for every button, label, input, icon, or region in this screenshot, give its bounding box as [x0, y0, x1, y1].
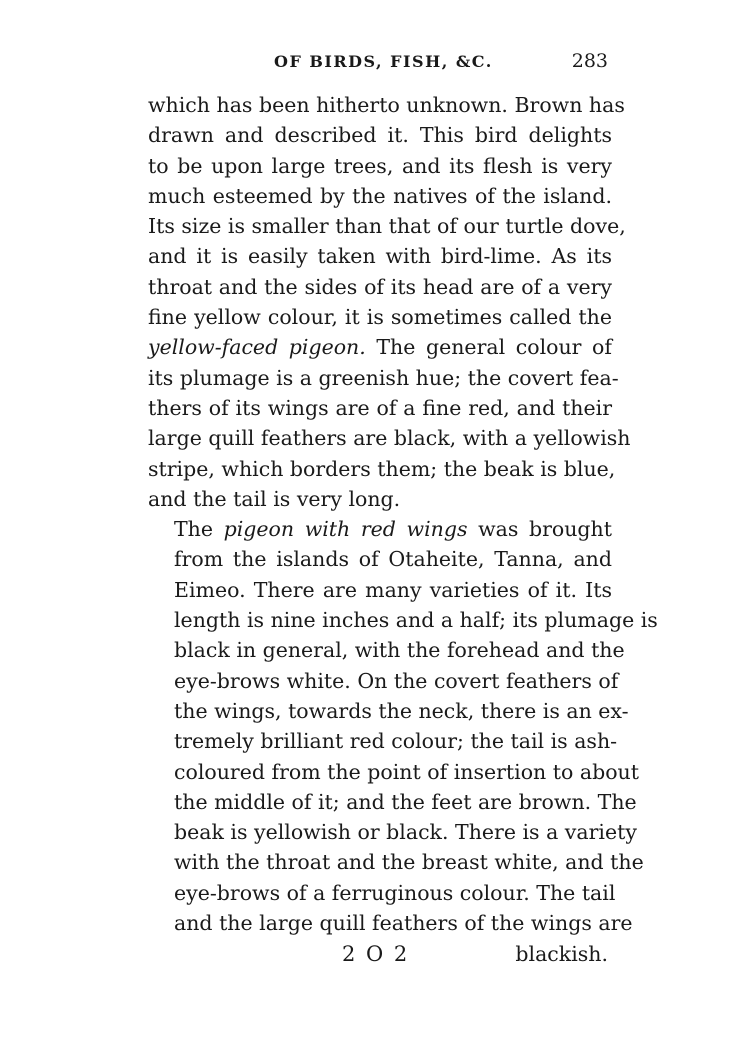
text-line [148, 90, 625, 120]
page-number: 283 [571, 50, 608, 72]
paragraph [148, 514, 658, 938]
text-line [148, 393, 612, 423]
text-run: and the large quill feathers of the wings are [174, 911, 633, 936]
text-run: drawn and described it. This bird delights [148, 123, 612, 148]
text-line [148, 787, 637, 817]
text-line [148, 272, 612, 302]
text-run: with the throat and the breast white, and the [174, 850, 644, 875]
text-run: eye-brows white. On the covert feathers of [174, 668, 619, 693]
body-text [148, 90, 658, 938]
text-run: The general colour of [365, 335, 612, 360]
text-line [148, 817, 637, 847]
text-run: was brought [467, 517, 612, 542]
text-run: which has been hitherto unknown. Brown has [148, 93, 625, 117]
text-run: large quill feathers are black, with a yellowish [148, 426, 631, 451]
text-run: from the islands of Otaheite, Tanna, and [174, 547, 612, 572]
text-line [148, 454, 616, 484]
text-run: Its size is smaller than that of our turtle dove, [148, 214, 626, 239]
text-run: thers of its wings are of a fine red, and their [148, 395, 612, 420]
catchword: blackish. [515, 942, 608, 966]
text-line [148, 726, 618, 756]
text-run: stripe, which borders them; the beak is blue, [148, 456, 616, 481]
text-line [148, 575, 612, 605]
text-run: Eimeo. There are many varieties of it. Its [174, 577, 612, 602]
text-run: beak is yellowish or black. There is a variety [174, 820, 637, 845]
text-line [148, 151, 612, 181]
text-line [148, 484, 612, 514]
text-line [148, 181, 612, 211]
text-line [148, 908, 633, 938]
text-run: to be upon large trees, and its flesh is very [148, 153, 612, 178]
text-line [148, 241, 612, 271]
text-line [148, 878, 616, 908]
text-run: and the tail is very long. [148, 486, 401, 511]
text-run: and it is easily taken with bird-lime. As its [148, 244, 612, 269]
text-line [148, 363, 619, 393]
running-head: OF BIRDS, FISH, &C. [274, 52, 493, 71]
text-line [148, 544, 612, 574]
text-run: its plumage is a greenish hue; the covert fea- [148, 365, 619, 390]
text-line [148, 423, 631, 453]
text-run: the middle of it; and the feet are brown. The [174, 789, 637, 814]
text-line [148, 514, 612, 544]
text-line [148, 605, 658, 635]
text-line [148, 666, 619, 696]
printer-signature-mark: 2 O 2 [342, 942, 410, 966]
paragraph [148, 90, 631, 514]
text-run: black in general, with the forehead and the [174, 638, 625, 663]
text-line [148, 696, 629, 726]
text-line [148, 302, 612, 332]
text-run: eye-brows of a ferruginous colour. The tail [174, 880, 616, 905]
text-line [148, 635, 625, 665]
text-run: tremely brilliant red colour; the tail is ash- [174, 729, 618, 754]
text-line [148, 847, 644, 877]
text-run: The [174, 517, 224, 542]
page-header [148, 50, 612, 78]
page-footer [148, 942, 612, 974]
text-run: coloured from the point of insertion to about [174, 759, 639, 784]
text-run: the wings, towards the neck, there is an ex- [174, 698, 629, 723]
text-run: length is nine inches and a half; its plumage is [174, 608, 658, 633]
italic-phrase: pigeon with red wings [223, 517, 468, 542]
text-run: throat and the sides of its head are of a very [148, 274, 612, 299]
text-line [148, 332, 612, 362]
text-line [148, 120, 612, 150]
text-run: fine yellow colour, it is sometimes called the [148, 305, 612, 330]
italic-phrase: yellow-faced pigeon. [148, 335, 366, 360]
text-line [148, 757, 639, 787]
text-line [148, 211, 626, 241]
text-run: much esteemed by the natives of the island. [148, 183, 612, 208]
